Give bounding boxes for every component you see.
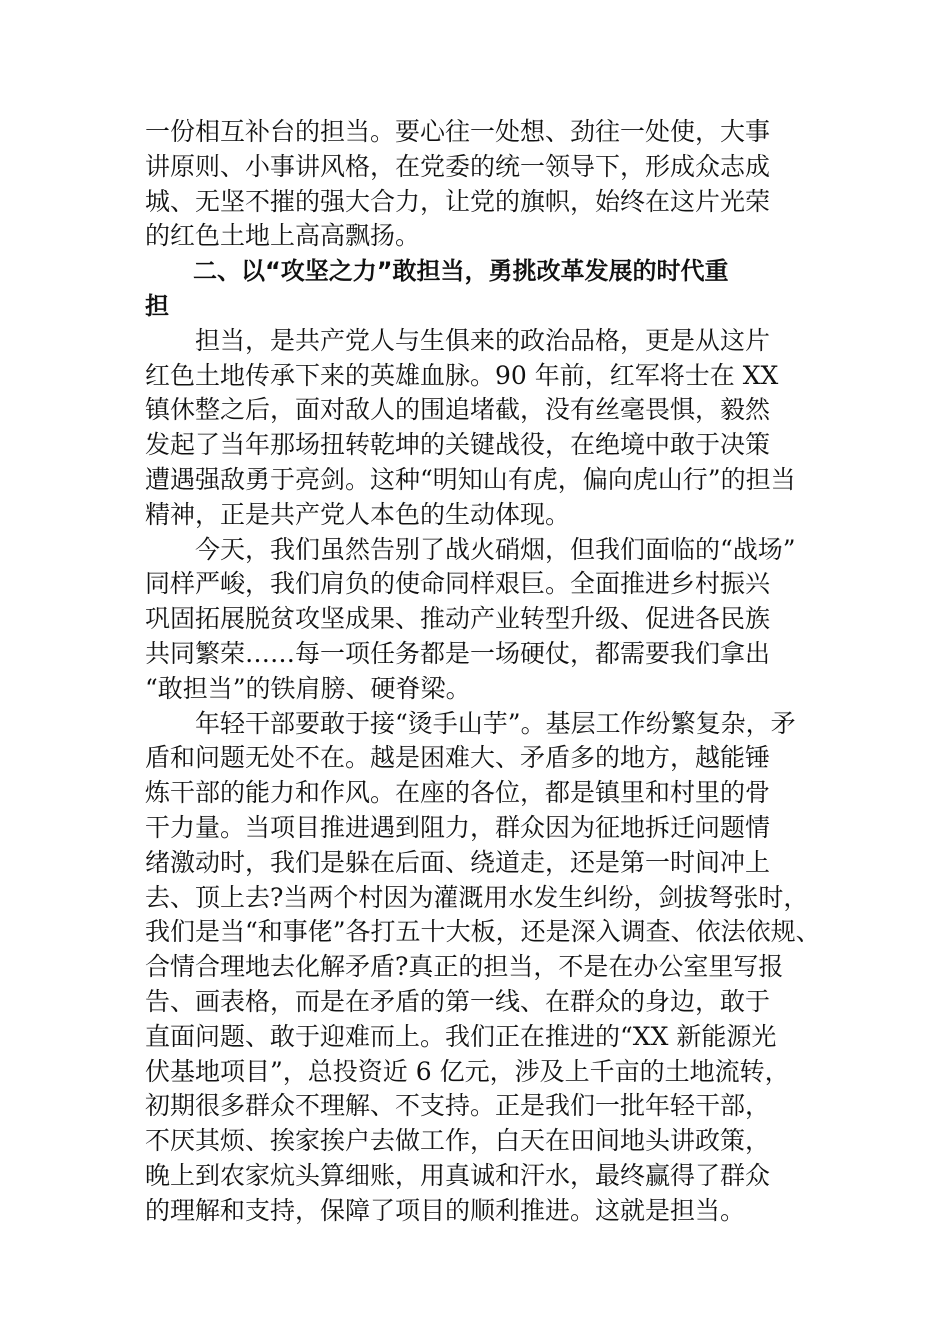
text-line: 炼干部的能力和作风。在座的各位，都是镇里和村里的骨 <box>145 778 771 808</box>
text-line: 担当，是共产党人与生俱来的政治品格，更是从这片 <box>145 325 771 355</box>
text-line: 同样严峻，我们肩负的使命同样艰巨。全面推进乡村振兴 <box>145 569 771 599</box>
text-line: 合情合理地去化解矛盾?真正的担当，不是在办公室里写报 <box>145 952 784 982</box>
text-line: 绪激动时，我们是躲在后面、绕道走，还是第一时间冲上 <box>145 847 771 877</box>
text-line: 遭遇强敌勇于亮剑。这种“明知山有虎，偏向虎山行”的担当 <box>145 464 796 494</box>
text-line: “敢担当”的铁肩膀、硬脊梁。 <box>145 673 471 703</box>
text-line: 的理解和支持，保障了项目的顺利推进。这就是担当。 <box>145 1195 746 1225</box>
text-line: 干力量。当项目推进遇到阻力，群众因为征地拆迁问题情 <box>145 812 771 842</box>
document-body <box>145 115 821 1229</box>
text-line: 年轻干部要敢于接“烫手山芋”。基层工作纷繁复杂，矛 <box>145 708 796 738</box>
text-line: 晚上到农家炕头算细账，用真诚和汗水，最终赢得了群众 <box>145 1160 771 1190</box>
text-line: 巩固拓展脱贫攻坚成果、推动产业转型升级、促进各民族 <box>145 604 771 634</box>
text-line: 盾和问题无处不在。越是困难大、矛盾多的地方，越能锤 <box>145 743 771 773</box>
text-line: 初期很多群众不理解、不支持。正是我们一批年轻干部， <box>145 1091 771 1121</box>
text-line: 一份相互补台的担当。要心往一处想、劲往一处使，大事 <box>145 117 771 146</box>
text-line: 共同繁荣……每一项任务都是一场硬仗，都需要我们拿出 <box>145 638 771 668</box>
text-line: 伏基地项目”，总投资近 6 亿元，涉及上千亩的土地流转， <box>145 1056 790 1086</box>
text-line: 城、无坚不摧的强大合力，让党的旗帜，始终在这片光荣 <box>145 186 771 216</box>
section-heading-line: 二、以“攻坚之力”敢担当，勇挑改革发展的时代重 <box>145 257 729 286</box>
text-line: 发起了当年那场扭转乾坤的关键战役，在绝境中敢于决策 <box>145 430 771 460</box>
text-line: 我们是当“和事佬”各打五十大板，还是深入调查、依法依规、 <box>145 917 821 947</box>
text-line: 告、画表格，而是在矛盾的第一线、在群众的身边，敢于 <box>145 986 771 1016</box>
text-line: 红色土地传承下来的英雄血脉。90 年前，红军将士在 XX <box>145 360 779 390</box>
text-line: 不厌其烦、挨家挨户去做工作，白天在田间地头讲政策， <box>145 1126 771 1156</box>
text-line: 的红色土地上高高飘扬。 <box>145 221 421 251</box>
text-line: 直面问题、敢于迎难而上。我们正在推进的“XX 新能源光 <box>145 1021 777 1051</box>
text-line: 镇休整之后，面对敌人的围追堵截，没有丝毫畏惧，毅然 <box>145 395 771 425</box>
text-line: 讲原则、小事讲风格，在党委的统一领导下，形成众志成 <box>145 151 771 181</box>
text-line: 去、顶上去?当两个村因为灌溉用水发生纠纷，剑拔弩张时， <box>145 882 809 912</box>
section-heading-line: 担 <box>145 291 169 320</box>
text-line: 今天，我们虽然告别了战火硝烟，但我们面临的“战场” <box>145 534 796 564</box>
text-line: 精神，正是共产党人本色的生动体现。 <box>145 499 571 529</box>
